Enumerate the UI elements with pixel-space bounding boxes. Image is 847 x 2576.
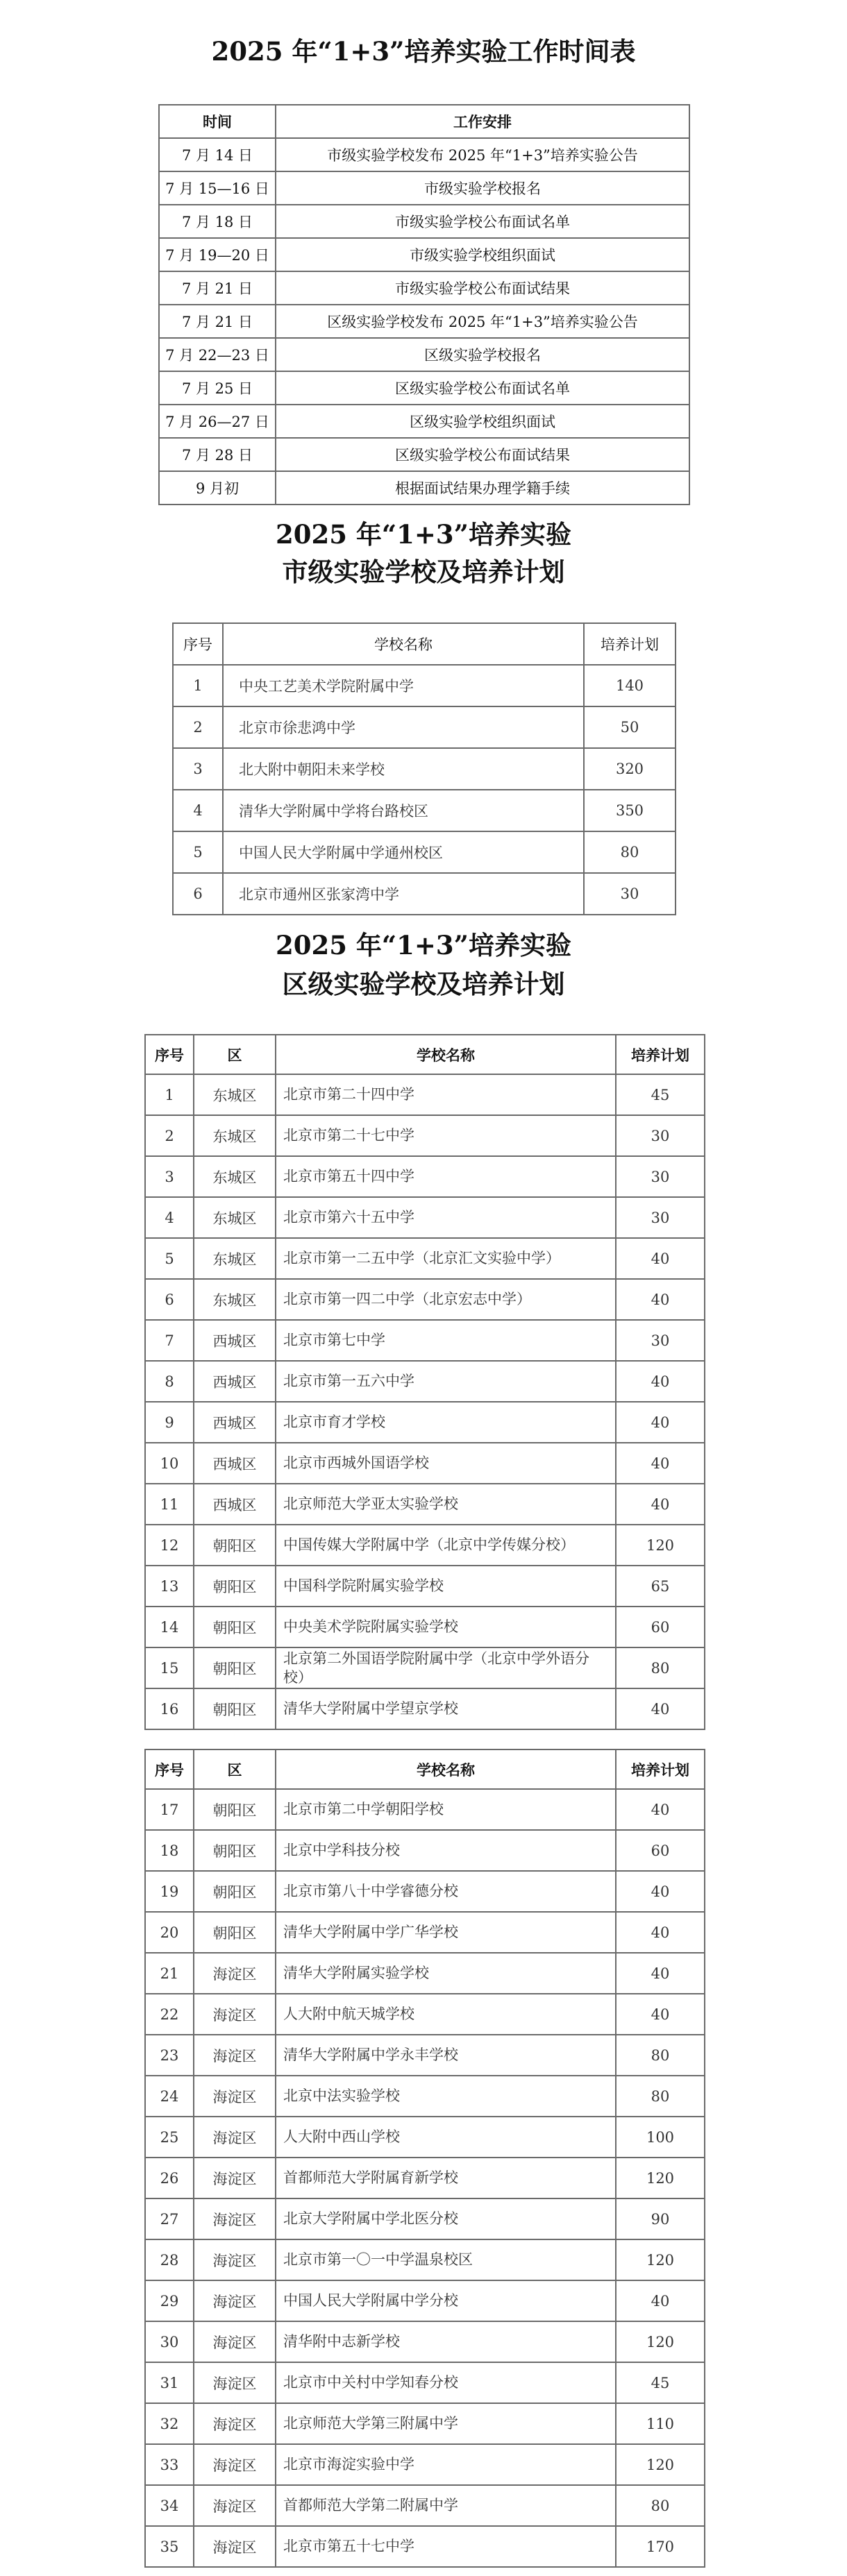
cell-time: 7 月 28 日 — [159, 438, 276, 471]
table-header-row — [173, 623, 676, 665]
table-row — [145, 1953, 705, 1994]
table-row — [145, 1074, 705, 1115]
cell-time: 7 月 14 日 — [159, 138, 276, 171]
cell-time: 7 月 25 日 — [159, 371, 276, 405]
table-row — [145, 1238, 705, 1279]
table-row — [159, 371, 689, 405]
cell-no: 18 — [145, 1830, 194, 1871]
table-row — [145, 2198, 705, 2239]
table-row — [145, 1830, 705, 1871]
cell-name: 北京市第七中学 — [276, 1320, 616, 1361]
table-row — [145, 2526, 705, 2567]
cell-task: 根据面试结果办理学籍手续 — [276, 471, 689, 505]
city-schools-table — [172, 622, 676, 915]
cell-district: 海淀区 — [194, 2280, 276, 2321]
schedule-table — [158, 104, 690, 505]
cell-name: 北京市育才学校 — [276, 1402, 616, 1443]
table-row — [145, 2444, 705, 2485]
table-row — [145, 1197, 705, 1238]
cell-district: 东城区 — [194, 1279, 276, 1320]
cell-district: 东城区 — [194, 1074, 276, 1115]
cell-task: 区级实验学校发布 2025 年“1+3”培养实验公告 — [276, 305, 689, 338]
cell-plan: 80 — [616, 2035, 705, 2076]
cell-district: 朝阳区 — [194, 1525, 276, 1566]
cell-name: 清华大学附属实验学校 — [276, 1953, 616, 1994]
cell-time: 9 月初 — [159, 471, 276, 505]
cell-name: 北京第二外国语学院附属中学（北京中学外语分校） — [276, 1647, 616, 1688]
header-plan: 培养计划 — [584, 623, 676, 665]
cell-time: 7 月 21 日 — [159, 271, 276, 305]
city-title-line1: 2025 年“1+3”培养实验 — [276, 519, 571, 550]
cell-district: 朝阳区 — [194, 1912, 276, 1953]
table-row — [159, 205, 689, 238]
table-row — [145, 1871, 705, 1912]
cell-name: 清华大学附属中学永丰学校 — [276, 2035, 616, 2076]
table-row — [145, 2280, 705, 2321]
cell-no: 27 — [145, 2198, 194, 2239]
district-schools-table-part1 — [144, 1034, 705, 1730]
cell-district: 西城区 — [194, 1484, 276, 1525]
table-header-row — [159, 105, 689, 138]
cell-task: 市级实验学校发布 2025 年“1+3”培养实验公告 — [276, 138, 689, 171]
table-row — [145, 2076, 705, 2117]
district-schools-table-part2 — [144, 1749, 705, 2568]
cell-plan: 40 — [616, 1994, 705, 2035]
cell-plan: 40 — [616, 1789, 705, 1830]
cell-name: 中国传媒大学附属中学（北京中学传媒分校） — [276, 1525, 616, 1566]
cell-district: 海淀区 — [194, 2526, 276, 2567]
cell-district: 东城区 — [194, 1238, 276, 1279]
cell-district: 西城区 — [194, 1443, 276, 1484]
cell-plan: 60 — [616, 1830, 705, 1871]
cell-no: 31 — [145, 2362, 194, 2403]
cell-time: 7 月 21 日 — [159, 305, 276, 338]
cell-no: 16 — [145, 1688, 194, 1729]
cell-no: 2 — [173, 706, 223, 748]
table-row — [145, 1647, 705, 1688]
table-row — [173, 831, 676, 873]
cell-name: 首都师范大学附属育新学校 — [276, 2158, 616, 2198]
cell-task: 市级实验学校组织面试 — [276, 238, 689, 271]
cell-plan: 140 — [584, 665, 676, 706]
cell-name: 清华大学附属中学望京学校 — [276, 1688, 616, 1729]
cell-no: 2 — [145, 1115, 194, 1156]
cell-district: 东城区 — [194, 1156, 276, 1197]
cell-plan: 60 — [616, 1607, 705, 1647]
cell-task: 区级实验学校报名 — [276, 338, 689, 371]
cell-district: 海淀区 — [194, 2362, 276, 2403]
header-plan: 培养计划 — [616, 1749, 705, 1789]
header-no: 序号 — [145, 1035, 194, 1074]
cell-name: 北京大学附属中学北医分校 — [276, 2198, 616, 2239]
cell-name: 中央工艺美术学院附属中学 — [223, 665, 584, 706]
cell-time: 7 月 18 日 — [159, 205, 276, 238]
cell-name: 北京中法实验学校 — [276, 2076, 616, 2117]
cell-plan: 50 — [584, 706, 676, 748]
cell-name: 清华大学附属中学广华学校 — [276, 1912, 616, 1953]
table-row — [145, 1279, 705, 1320]
cell-plan: 30 — [584, 873, 676, 915]
cell-no: 26 — [145, 2158, 194, 2198]
cell-name: 北京市第六十五中学 — [276, 1197, 616, 1238]
table-row — [145, 1607, 705, 1647]
cell-plan: 30 — [616, 1320, 705, 1361]
table-row — [145, 1320, 705, 1361]
cell-name: 北京市第五十四中学 — [276, 1156, 616, 1197]
cell-no: 34 — [145, 2485, 194, 2526]
cell-plan: 80 — [584, 831, 676, 873]
cell-name: 首都师范大学第二附属中学 — [276, 2485, 616, 2526]
header-name: 学校名称 — [223, 623, 584, 665]
cell-no: 4 — [173, 790, 223, 831]
cell-name: 北京市通州区张家湾中学 — [223, 873, 584, 915]
cell-district: 海淀区 — [194, 2158, 276, 2198]
cell-plan: 120 — [616, 2239, 705, 2280]
cell-no: 25 — [145, 2117, 194, 2158]
table-row — [145, 1688, 705, 1729]
cell-plan: 40 — [616, 1443, 705, 1484]
cell-plan: 30 — [616, 1115, 705, 1156]
cell-plan: 40 — [616, 1953, 705, 1994]
cell-district: 东城区 — [194, 1115, 276, 1156]
header-name: 学校名称 — [276, 1749, 616, 1789]
cell-plan: 80 — [616, 2076, 705, 2117]
cell-district: 朝阳区 — [194, 1830, 276, 1871]
cell-no: 33 — [145, 2444, 194, 2485]
cell-plan: 40 — [616, 2280, 705, 2321]
table-row — [159, 338, 689, 371]
cell-name: 北京市第一〇一中学温泉校区 — [276, 2239, 616, 2280]
cell-no: 15 — [145, 1647, 194, 1688]
header-district: 区 — [194, 1749, 276, 1789]
table-row — [145, 1443, 705, 1484]
cell-no: 6 — [145, 1279, 194, 1320]
cell-district: 海淀区 — [194, 2444, 276, 2485]
header-district: 区 — [194, 1035, 276, 1074]
cell-no: 14 — [145, 1607, 194, 1647]
header-task: 工作安排 — [276, 105, 689, 138]
cell-plan: 80 — [616, 2485, 705, 2526]
cell-no: 12 — [145, 1525, 194, 1566]
cell-plan: 65 — [616, 1566, 705, 1607]
cell-name: 清华附中志新学校 — [276, 2321, 616, 2362]
cell-name: 北京市第一四二中学（北京宏志中学） — [276, 1279, 616, 1320]
cell-no: 7 — [145, 1320, 194, 1361]
table-row — [159, 405, 689, 438]
cell-plan: 40 — [616, 1912, 705, 1953]
cell-time: 7 月 22—23 日 — [159, 338, 276, 371]
table-row — [145, 2403, 705, 2444]
cell-no: 20 — [145, 1912, 194, 1953]
table-row — [159, 138, 689, 171]
cell-task: 市级实验学校公布面试名单 — [276, 205, 689, 238]
cell-name: 北京市徐悲鸿中学 — [223, 706, 584, 748]
cell-name: 北京市第八十中学睿德分校 — [276, 1871, 616, 1912]
cell-district: 朝阳区 — [194, 1647, 276, 1688]
cell-plan: 110 — [616, 2403, 705, 2444]
cell-plan: 90 — [616, 2198, 705, 2239]
cell-plan: 40 — [616, 1402, 705, 1443]
header-name: 学校名称 — [276, 1035, 616, 1074]
table-row — [159, 305, 689, 338]
cell-plan: 40 — [616, 1871, 705, 1912]
cell-no: 13 — [145, 1566, 194, 1607]
cell-no: 8 — [145, 1361, 194, 1402]
cell-plan: 120 — [616, 2444, 705, 2485]
cell-no: 19 — [145, 1871, 194, 1912]
table-row — [173, 790, 676, 831]
cell-no: 32 — [145, 2403, 194, 2444]
cell-no: 22 — [145, 1994, 194, 2035]
cell-district: 东城区 — [194, 1197, 276, 1238]
cell-district: 海淀区 — [194, 2485, 276, 2526]
table-row — [145, 1402, 705, 1443]
cell-district: 海淀区 — [194, 1994, 276, 2035]
cell-plan: 40 — [616, 1484, 705, 1525]
cell-plan: 40 — [616, 1279, 705, 1320]
table-row — [145, 1994, 705, 2035]
table-row — [145, 1525, 705, 1566]
cell-plan: 350 — [584, 790, 676, 831]
cell-district: 朝阳区 — [194, 1789, 276, 1830]
table-row — [159, 238, 689, 271]
cell-plan: 80 — [616, 1647, 705, 1688]
cell-no: 9 — [145, 1402, 194, 1443]
cell-name: 中国科学院附属实验学校 — [276, 1566, 616, 1607]
table-row — [173, 665, 676, 706]
cell-district: 西城区 — [194, 1402, 276, 1443]
cell-plan: 120 — [616, 2158, 705, 2198]
table-row — [145, 2485, 705, 2526]
header-no: 序号 — [145, 1749, 194, 1789]
cell-task: 区级实验学校公布面试名单 — [276, 371, 689, 405]
table-row — [145, 2158, 705, 2198]
table-row — [173, 748, 676, 790]
table-row — [145, 1484, 705, 1525]
cell-name: 北京市第二十七中学 — [276, 1115, 616, 1156]
table-row — [173, 706, 676, 748]
cell-plan: 40 — [616, 1361, 705, 1402]
table-row — [145, 1361, 705, 1402]
schedule-title: 2025 年“1+3”培养实验工作时间表 — [211, 36, 636, 67]
table-header-row — [145, 1035, 705, 1074]
table-row — [159, 271, 689, 305]
cell-no: 29 — [145, 2280, 194, 2321]
cell-plan: 40 — [616, 1688, 705, 1729]
cell-district: 海淀区 — [194, 1953, 276, 1994]
table-row — [145, 2239, 705, 2280]
table-row — [145, 1115, 705, 1156]
cell-name: 北京中学科技分校 — [276, 1830, 616, 1871]
cell-task: 区级实验学校组织面试 — [276, 405, 689, 438]
cell-name: 北京市海淀实验中学 — [276, 2444, 616, 2485]
cell-no: 28 — [145, 2239, 194, 2280]
cell-plan: 120 — [616, 2321, 705, 2362]
table-row — [145, 1912, 705, 1953]
cell-no: 11 — [145, 1484, 194, 1525]
cell-district: 海淀区 — [194, 2321, 276, 2362]
header-plan: 培养计划 — [616, 1035, 705, 1074]
cell-name: 北京市第一二五中学（北京汇文实验中学） — [276, 1238, 616, 1279]
cell-plan: 40 — [616, 1238, 705, 1279]
cell-task: 市级实验学校公布面试结果 — [276, 271, 689, 305]
table-row — [145, 1156, 705, 1197]
cell-name: 北大附中朝阳未来学校 — [223, 748, 584, 790]
cell-no: 5 — [145, 1238, 194, 1279]
cell-name: 中国人民大学附属中学通州校区 — [223, 831, 584, 873]
cell-no: 23 — [145, 2035, 194, 2076]
cell-name: 中国人民大学附属中学分校 — [276, 2280, 616, 2321]
cell-time: 7 月 19—20 日 — [159, 238, 276, 271]
header-no: 序号 — [173, 623, 223, 665]
cell-task: 区级实验学校公布面试结果 — [276, 438, 689, 471]
cell-district: 朝阳区 — [194, 1871, 276, 1912]
cell-time: 7 月 15—16 日 — [159, 171, 276, 205]
cell-plan: 30 — [616, 1197, 705, 1238]
table-header-row — [145, 1749, 705, 1789]
table-row — [145, 2035, 705, 2076]
table-row — [159, 171, 689, 205]
cell-name: 北京市第二中学朝阳学校 — [276, 1789, 616, 1830]
cell-no: 1 — [145, 1074, 194, 1115]
cell-no: 30 — [145, 2321, 194, 2362]
cell-no: 5 — [173, 831, 223, 873]
cell-plan: 170 — [616, 2526, 705, 2567]
cell-district: 海淀区 — [194, 2117, 276, 2158]
cell-task: 市级实验学校报名 — [276, 171, 689, 205]
table-row — [145, 2321, 705, 2362]
cell-district: 朝阳区 — [194, 1688, 276, 1729]
cell-district: 海淀区 — [194, 2035, 276, 2076]
table-row — [145, 2117, 705, 2158]
cell-name: 北京市西城外国语学校 — [276, 1443, 616, 1484]
table-row — [145, 1566, 705, 1607]
district-title-line2: 区级实验学校及培养计划 — [282, 969, 565, 999]
cell-plan: 320 — [584, 748, 676, 790]
cell-district: 海淀区 — [194, 2076, 276, 2117]
table-row — [159, 471, 689, 505]
cell-name: 北京市第一五六中学 — [276, 1361, 616, 1402]
table-row — [173, 873, 676, 915]
cell-name: 北京市第五十七中学 — [276, 2526, 616, 2567]
cell-name: 北京市第二十四中学 — [276, 1074, 616, 1115]
cell-no: 35 — [145, 2526, 194, 2567]
cell-name: 北京师范大学第三附属中学 — [276, 2403, 616, 2444]
cell-no: 1 — [173, 665, 223, 706]
cell-no: 3 — [145, 1156, 194, 1197]
cell-plan: 30 — [616, 1156, 705, 1197]
cell-plan: 45 — [616, 1074, 705, 1115]
cell-no: 10 — [145, 1443, 194, 1484]
cell-district: 海淀区 — [194, 2198, 276, 2239]
cell-name: 北京市中关村中学知春分校 — [276, 2362, 616, 2403]
cell-district: 朝阳区 — [194, 1607, 276, 1647]
cell-district: 西城区 — [194, 1320, 276, 1361]
cell-plan: 120 — [616, 1525, 705, 1566]
cell-no: 3 — [173, 748, 223, 790]
cell-name: 人大附中航天城学校 — [276, 1994, 616, 2035]
cell-time: 7 月 26—27 日 — [159, 405, 276, 438]
district-title-line1: 2025 年“1+3”培养实验 — [276, 930, 571, 960]
cell-name: 中央美术学院附属实验学校 — [276, 1607, 616, 1647]
cell-district: 海淀区 — [194, 2239, 276, 2280]
cell-no: 6 — [173, 873, 223, 915]
table-row — [159, 438, 689, 471]
cell-name: 人大附中西山学校 — [276, 2117, 616, 2158]
cell-plan: 45 — [616, 2362, 705, 2403]
cell-name: 清华大学附属中学将台路校区 — [223, 790, 584, 831]
cell-no: 21 — [145, 1953, 194, 1994]
cell-no: 24 — [145, 2076, 194, 2117]
cell-district: 海淀区 — [194, 2403, 276, 2444]
city-title-line2: 市级实验学校及培养计划 — [282, 557, 565, 587]
cell-plan: 100 — [616, 2117, 705, 2158]
cell-no: 4 — [145, 1197, 194, 1238]
header-time: 时间 — [159, 105, 276, 138]
table-row — [145, 1789, 705, 1830]
cell-name: 北京师范大学亚太实验学校 — [276, 1484, 616, 1525]
cell-district: 西城区 — [194, 1361, 276, 1402]
cell-district: 朝阳区 — [194, 1566, 276, 1607]
cell-no: 17 — [145, 1789, 194, 1830]
table-row — [145, 2362, 705, 2403]
